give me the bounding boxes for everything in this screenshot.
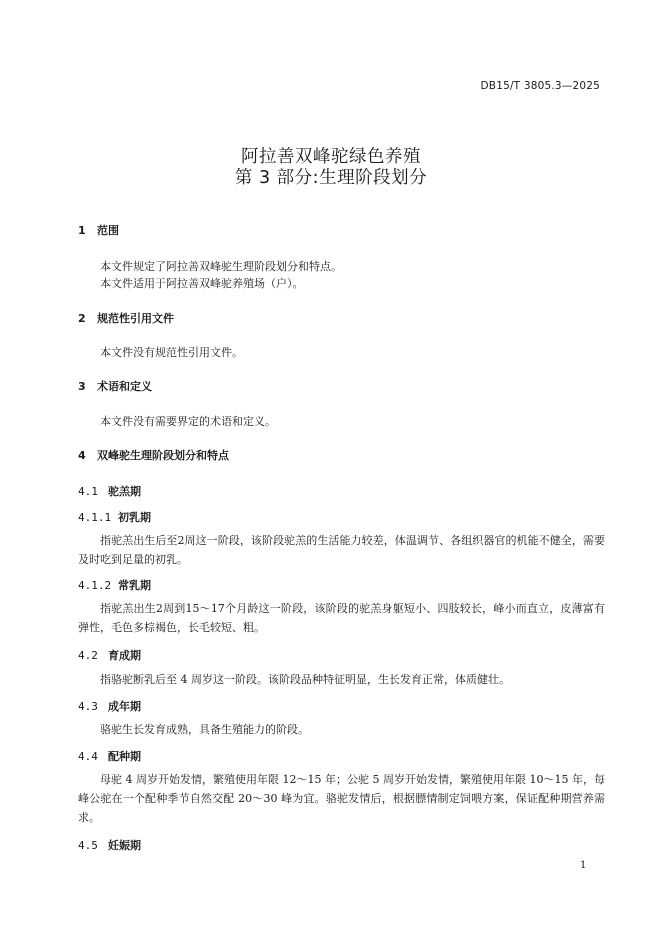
- document-number: DB15/T 3805.3—2025: [480, 80, 600, 92]
- section-number: 4: [78, 449, 86, 462]
- subsection-heading-4-1: [78, 483, 141, 499]
- section-heading-2: [78, 310, 174, 326]
- section-number: 3: [78, 380, 86, 393]
- section-number: 4.4: [78, 750, 98, 763]
- document-title-line2: 第 3 部分:生理阶段划分: [234, 168, 428, 188]
- document-title-line1: 阿拉善双峰驼绿色养殖: [241, 147, 421, 167]
- section-heading-3: [78, 378, 152, 394]
- paragraph-scope-1: 本文件规定了阿拉善双峰驼生理阶段划分和特点。: [100, 260, 342, 273]
- subsection-heading-4-3: [78, 698, 141, 714]
- section-number: 4.2: [78, 649, 98, 662]
- section-title: 妊娠期: [108, 839, 141, 852]
- paragraph-scope-2: 本文件适用于阿拉善双峰驼养殖场（户）。: [100, 277, 304, 290]
- section-number: 2: [78, 312, 86, 325]
- subsection-heading-4-4: [78, 748, 141, 764]
- section-title: 术语和定义: [97, 380, 152, 393]
- section-title: 常乳期: [118, 579, 151, 592]
- section-heading-1: [78, 222, 119, 238]
- section-title: 规范性引用文件: [97, 312, 174, 325]
- section-title: 成年期: [108, 700, 141, 713]
- paragraph-terms: 本文件没有需要界定的术语和定义。: [100, 415, 276, 428]
- subsection-heading-4-2: [78, 647, 141, 663]
- section-title: 双峰驼生理阶段划分和特点: [97, 449, 229, 462]
- paragraph-colostrum-period: 指驼羔出生后至2周这一阶段，该阶段驼羔的生活能力较差，体温调节、各组织器官的机能不健全，需要及时吃到足量的初乳。: [78, 534, 605, 566]
- subsection-heading-4-5: [78, 837, 141, 853]
- section-number: 4.3: [78, 700, 98, 713]
- section-number: 4.1.1: [78, 511, 112, 524]
- paragraph-regular-milk-period: 指驼羔出生2周到15～17个月龄这一阶段，该阶段的驼羔身躯短小、四肢较长，峰小而直立，皮薄富有弹性，毛色多棕褐色，长毛较短、粗。: [78, 602, 605, 634]
- page-number: 1: [580, 860, 587, 871]
- section-title: 育成期: [108, 649, 141, 662]
- section-number: 4.1.2: [78, 579, 112, 592]
- paragraph-normative-references: 本文件没有规范性引用文件。: [100, 346, 243, 359]
- section-number: 4.5: [78, 839, 98, 852]
- section-title: 配种期: [108, 750, 141, 763]
- subsection-heading-4-1-2: [78, 577, 151, 593]
- section-title: 初乳期: [118, 511, 151, 524]
- section-number: 4.1: [78, 485, 98, 498]
- paragraph-growing-period: 指骆驼断乳后至 4 周岁这一阶段。该阶段品种特征明显，生长发育正常，体质健壮。: [100, 673, 510, 686]
- section-number: 1: [78, 224, 86, 237]
- section-title: 驼羔期: [108, 485, 141, 498]
- paragraph-breeding-period: 母驼 4 周岁开始发情，繁殖使用年限 12～15 年；公驼 5 周岁开始发情，繁殖使用年限 10～15 年，每峰公驼在一个配种季节自然交配 20～30 峰为宜。骆驼发情后，根据膘情制定饲喂方案，保证配种期营养需求。: [78, 773, 605, 824]
- paragraph-adult-period: 骆驼生长发育成熟，具备生殖能力的阶段。: [100, 723, 309, 736]
- section-heading-4: [78, 447, 229, 463]
- section-title: 范围: [97, 224, 119, 237]
- subsection-heading-4-1-1: [78, 509, 151, 525]
